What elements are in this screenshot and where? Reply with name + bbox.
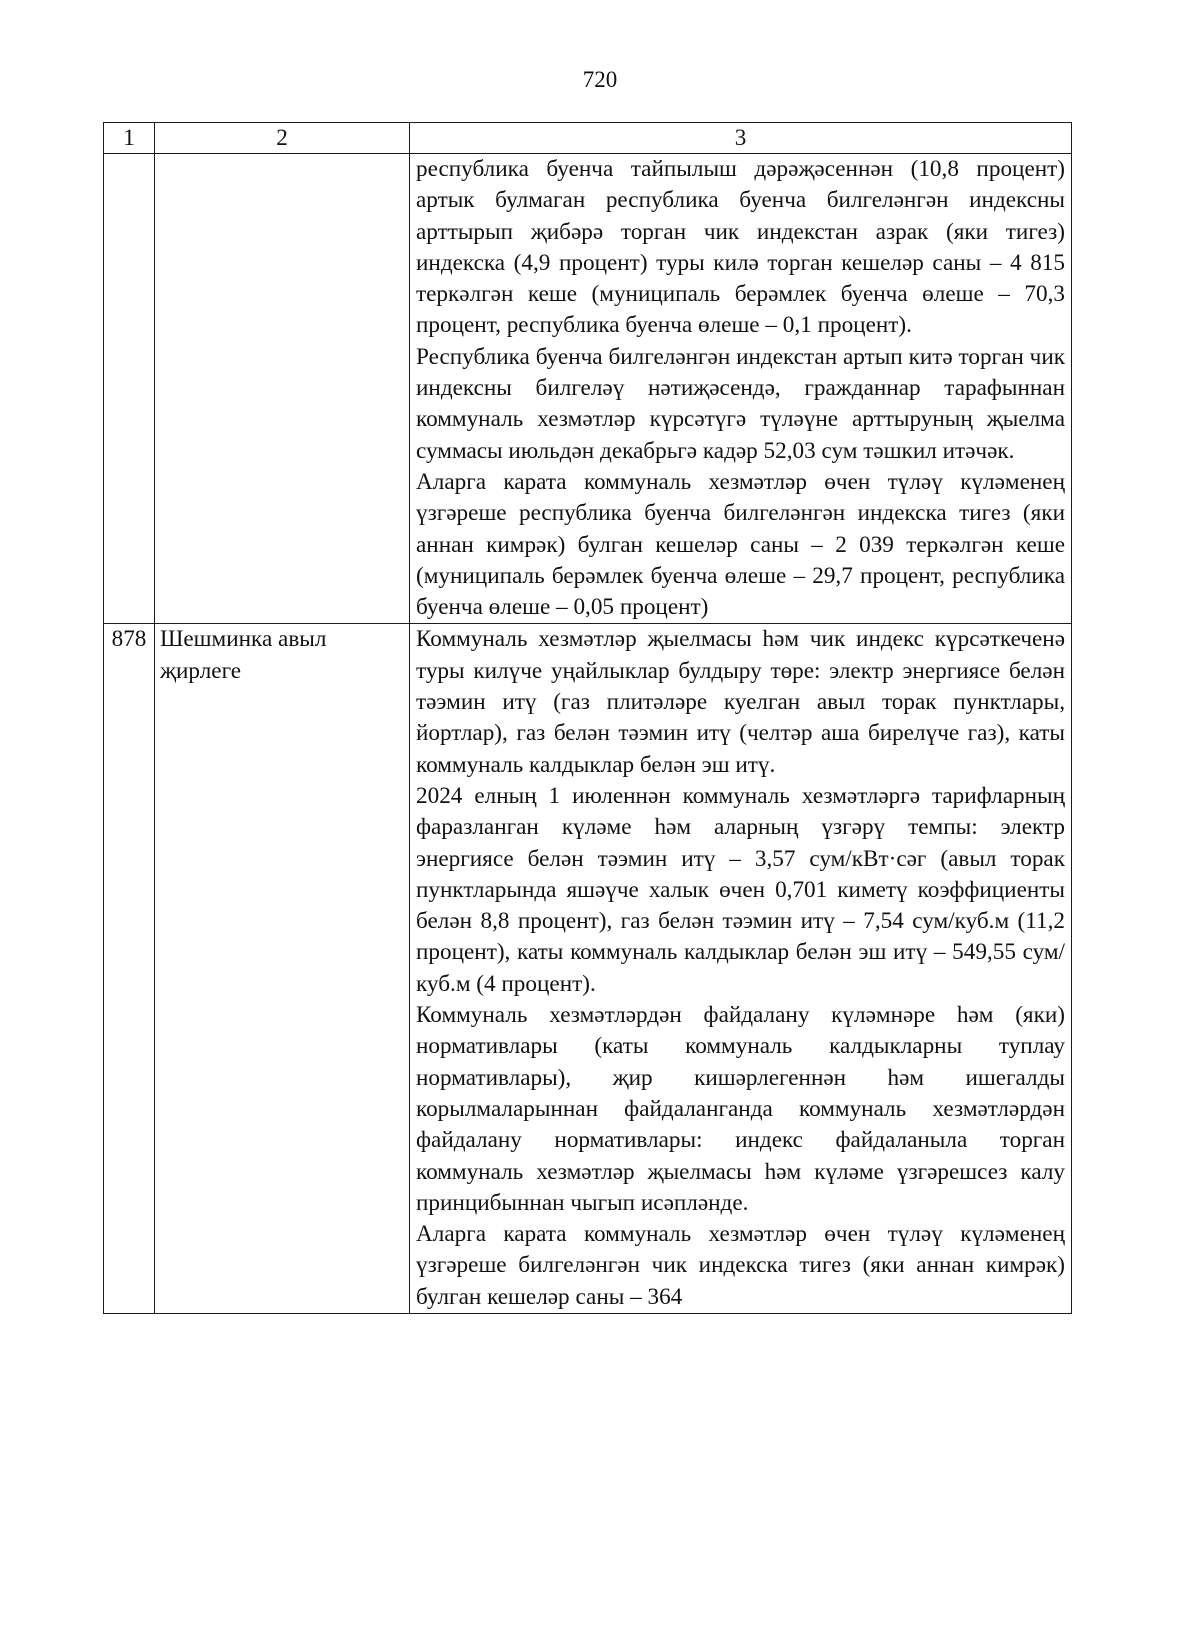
content-paragraph: Коммуналь хезмәтләрдән файдалану күләмнәре һәм (яки) нормативлары (каты коммуналь калдыкларны туплау нормативлары), җир кишәрлегеннән һәм ишегалды корылмаларыннан файдаланганда коммуналь хезмәтләрдән файдалану нормативлары: индекс файдаланыла торган коммуналь хезмәтләр җыелмасы һәм күләме үзгәрешсез калу принцибыннан чыгып исәпләнде. bbox=[416, 1002, 1065, 1216]
header-col-2: 2 bbox=[155, 123, 410, 154]
page-number: 720 bbox=[582, 67, 618, 92]
content-paragraph: Коммуналь хезмәтләр җыелмасы һәм чик индекс күрсәткеченә туры килүче уңайлыклар булдыру төре: электр энергиясе белән тәэмин итү (газ плитәләре куелган авыл торак пунктлары, йортлар), газ белән тәэмин итү (челтәр аша бирелүче газ), каты коммуналь калдыклар белән эш итү. bbox=[416, 626, 1065, 778]
header-col-3: 3 bbox=[410, 123, 1072, 154]
table-header-row bbox=[104, 123, 1072, 154]
row-name-cell: Шешминка авыл җирлеге bbox=[155, 624, 410, 1314]
content-paragraph: Аларга карата коммуналь хезмәтләр өчен түләү күләменең үзгәреше республика буенча билгеләнгән индекска тигез (яки аннан кимрәк) булган кешеләр саны – 2 039 теркәлгән кеше (муниципаль берәмлек буенча өлеше – 29,7 процент, республика буенча өлеше – 0,05 процент) bbox=[416, 468, 1065, 621]
row-number-cell: 878 bbox=[104, 624, 155, 1314]
content-paragraph: Республика буенча билгеләнгән индекстан артып китә торган чик индексны билгеләү нәтиҗәсендә, гражданнар тарафыннан коммуналь хезмәтләр күрсәтүгә түләүне арттыруның җыелма суммасы июльдән декабрьгә кадәр 52,03 сум тәшкил итәчәк. bbox=[416, 343, 1065, 464]
row-number-cell bbox=[104, 154, 155, 624]
content-paragraph: 2024 елның 1 июленнән коммуналь хезмәтләргә тарифларның фаразланган күләме һәм аларның үзгәрү темпы: электр энергиясе белән тәэмин итү – 3,57 сум/кВт·сәг (авыл торак пунктларында яшәүче халык өчен 0,701 киметү коэффициенты белән 8,8 процент), газ белән тәэмин итү – 7,54 сум/куб.м (11,2 процент), каты коммуналь калдыклар белән эш итү – 549,55 сум/куб.м (4 процент). bbox=[416, 782, 1065, 997]
table-row bbox=[104, 154, 1072, 624]
row-name-cell bbox=[155, 154, 410, 624]
content-paragraph: республика буенча тайпылыш дәрәҗәсеннән (10,8 процент) артык булмаган республика буенча билгеләнгән индексны арттырып җибәрә торган чик индекстан азрак (яки тигез) индекска (4,9 процент) туры килә торган кешеләр саны – 4 815 теркәлгән кеше (муниципаль берәмлек буенча өлеше – 70,3 процент, республика буенча өлеше – 0,1 процент). bbox=[416, 156, 1065, 339]
header-col-1: 1 bbox=[104, 123, 155, 154]
row-content-cell bbox=[410, 154, 1072, 624]
content-paragraph: Аларга карата коммуналь хезмәтләр өчен түләү күләменең үзгәреше билгеләнгән чик индекска тигез (яки аннан кимрәк) булган кешеләр саны – 364 bbox=[416, 1221, 1065, 1310]
table-row bbox=[104, 624, 1072, 1314]
document-table bbox=[103, 122, 1072, 1314]
row-content-cell bbox=[410, 624, 1072, 1314]
